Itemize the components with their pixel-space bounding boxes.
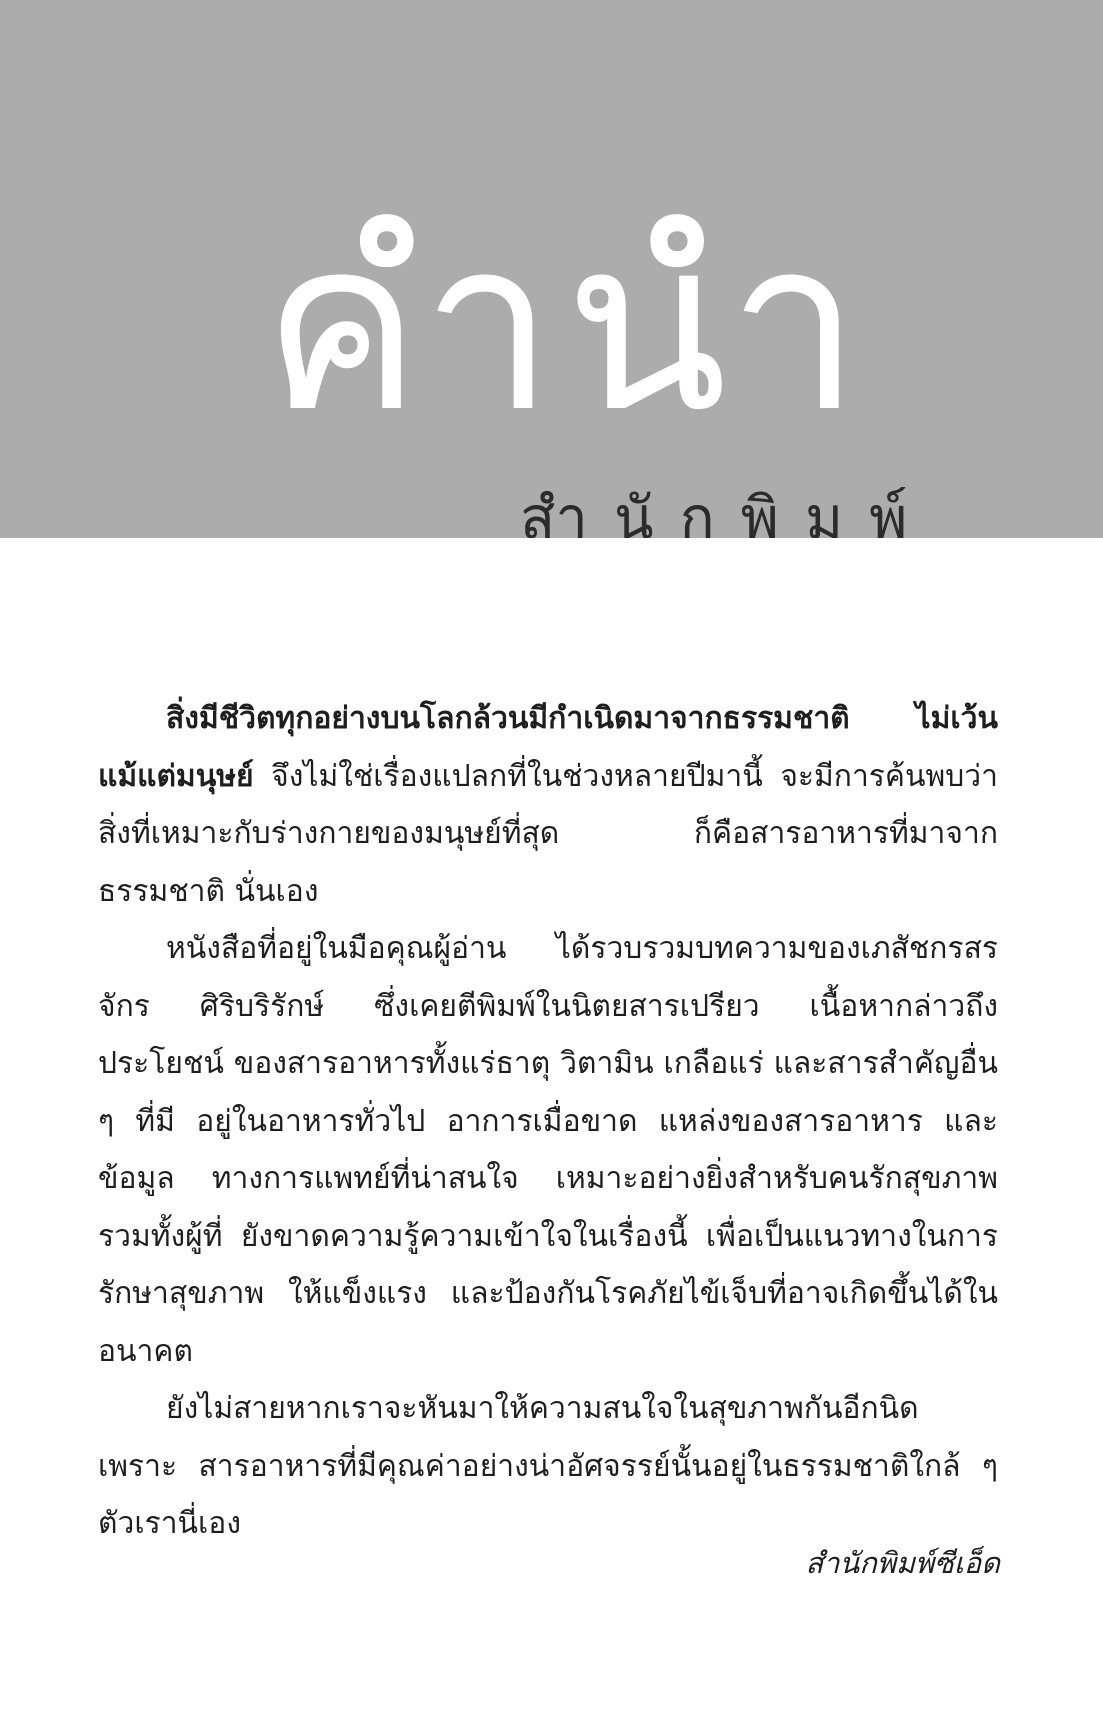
paragraph-2-text: หนังสือที่อยู่ในมือคุณผู้อ่าน ได้รวบรวมบทความของเภสัชกรสรจักร ศิริบริรักษ์ ซึ่งเคยตีพิมพ์ในนิตยสารเปรียว เนื้อหากล่าวถึงประโยชน์ ของสารอาหารทั้งแร่ธาตุ วิตามิน เกลือแร่ และสารสำคัญอื่น ๆ ที่มี อยู่ในอาหารทั่วไป อาการเมื่อขาด แหล่งของสารอาหาร และข้อมูล ทางการแพทย์ที่น่าสนใจ เหมาะอย่างยิ่งสำหรับคนรักสุขภาพ รวมทั้งผู้ที่ ยังขาดความรู้ความเข้าใจในเรื่องนี้ เพื่อเป็นแนวทางในการรักษาสุขภาพ ให้แข็งแรง และป้องกันโรคภัยไข้เจ็บที่อาจเกิดขึ้นได้ในอนาคต [98,931,998,1369]
header-band [0,0,1103,538]
preface-body [98,690,998,1553]
paragraph-3 [98,1380,998,1553]
signature: สำนักพิมพ์ซีเอ็ด [805,1546,1000,1580]
paragraph-3-text: ยังไม่สายหากเราจะหันมาให้ความสนใจในสุขภาพกันอีกนิด เพราะ สารอาหารที่มีคุณค่าอย่างน่าอัศจรรย์นั้นอยู่ในธรรมชาติใกล้ ๆ ตัวเรานี่เอง [98,1391,998,1541]
paragraph-1-text: จึงไม่ใช่เรื่องแปลกที่ในช่วงหลายปีมานี้ จะมีการค้นพบว่า สิ่งที่เหมาะกับร่างกายของมนุษย์ที่สุด ก็คือสารอาหารที่มาจากธรรมชาติ นั่นเอง [98,758,998,909]
paragraph-1-bold-lead: สิ่งมีชีวิตทุกอย่างบนโลกล้วนมีกำเนิดมาจากธรรมชาติ ไม่เว้นแม้แต่มนุษย์ [98,701,998,794]
page-title: คำนำ [262,188,872,465]
paragraph-1 [98,690,998,920]
paragraph-2 [98,920,998,1380]
page-subtitle: สำนักพิมพ์ [520,484,934,538]
